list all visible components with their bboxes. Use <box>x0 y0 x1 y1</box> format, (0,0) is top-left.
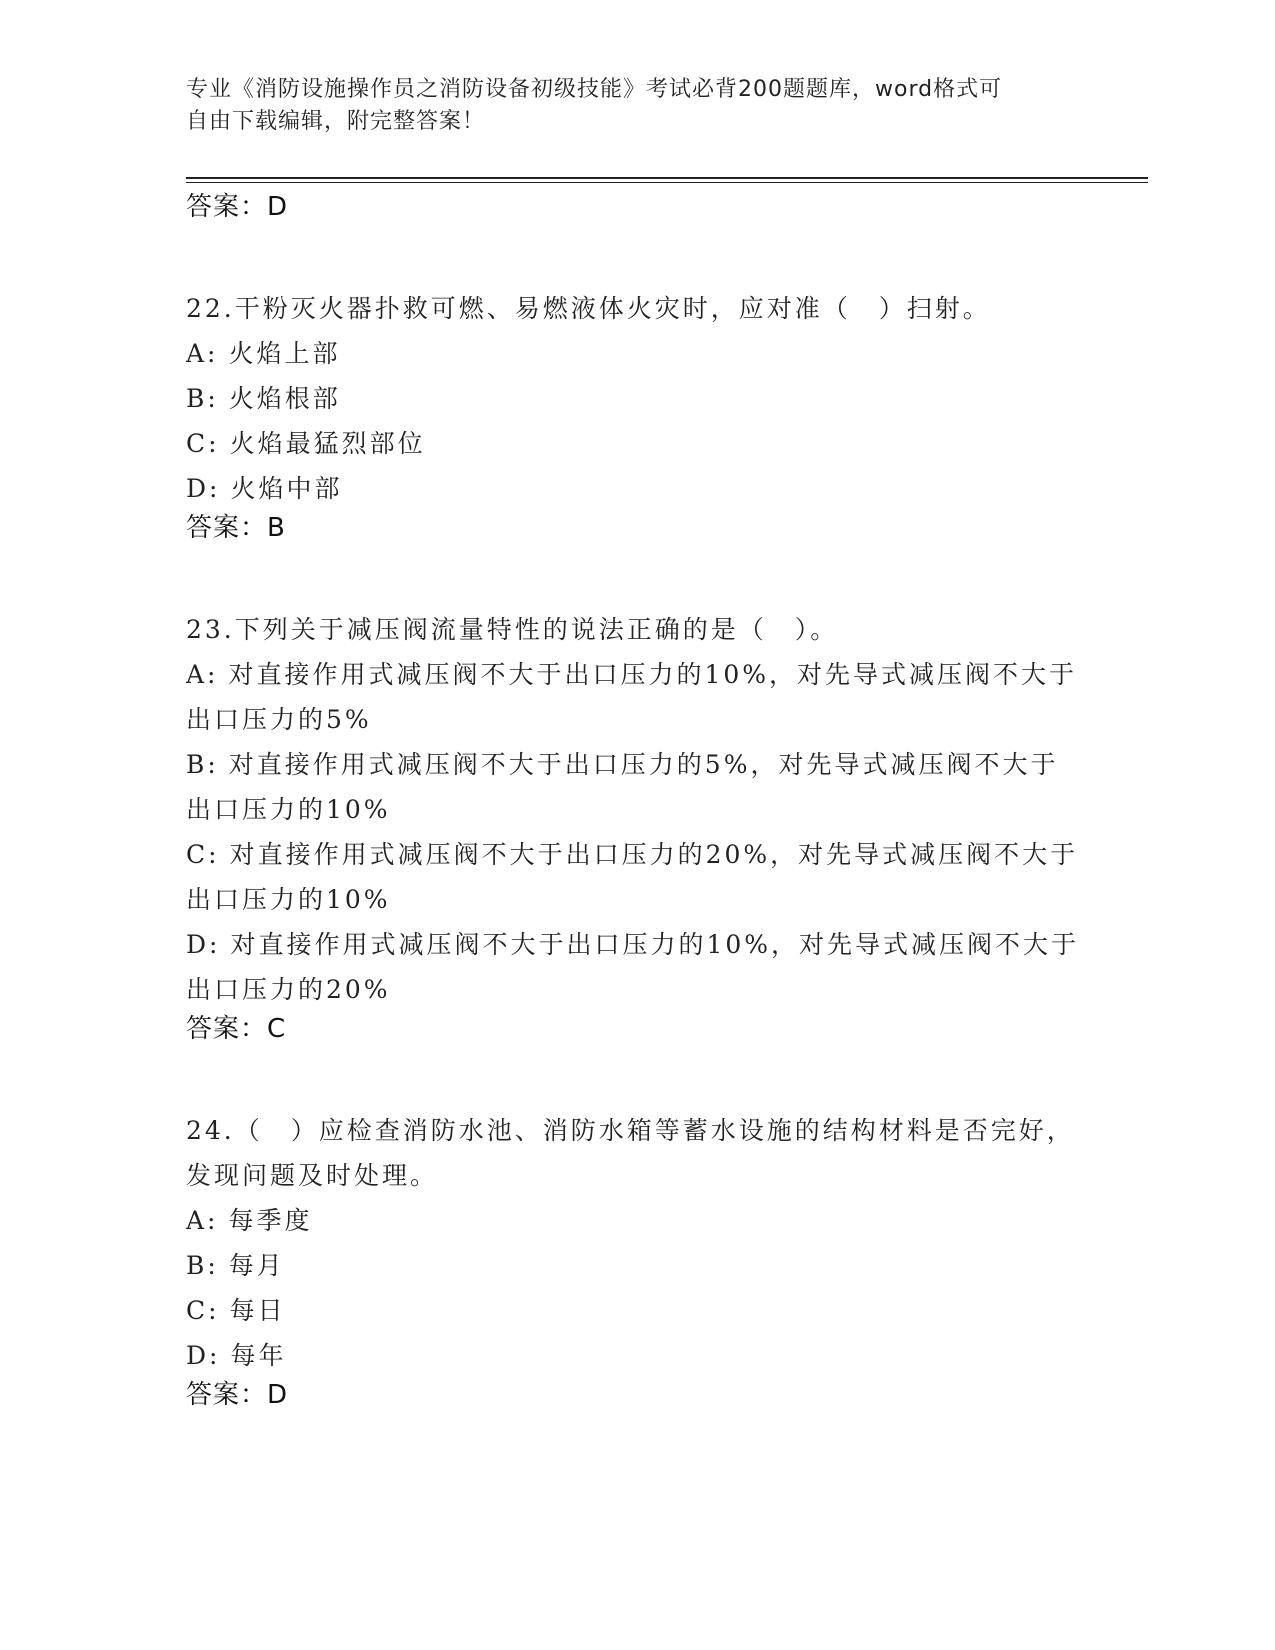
option-text: 对直接作用式减压阀不大于出口压力的10%，对先导式减压阀不大于出口压力的5% <box>186 660 1078 734</box>
document-body <box>186 190 1086 1422</box>
option-text: 火焰上部 <box>228 339 341 368</box>
option-letter: C: <box>186 840 220 869</box>
option-b <box>186 1243 1086 1288</box>
option-text: 火焰最猛烈部位 <box>229 429 426 458</box>
option-b <box>186 376 1086 421</box>
question-block <box>186 607 1086 1056</box>
question-text: 23.下列关于减压阀流量特性的说法正确的是（ ）。 <box>186 615 839 644</box>
option-d <box>186 922 1086 1012</box>
answer-line: 答案：D <box>186 1380 289 1410</box>
option-letter: B: <box>186 750 219 779</box>
header-line-2: 自由下载编辑，附完整答案！ <box>186 109 486 134</box>
option-letter: C: <box>186 429 220 458</box>
option-text: 每月 <box>228 1251 285 1280</box>
option-letter: A: <box>186 339 219 368</box>
answer-line: 答案：B <box>186 513 286 543</box>
option-letter: D: <box>186 930 221 959</box>
option-text: 对直接作用式减压阀不大于出口压力的10%，对先导式减压阀不大于出口压力的20% <box>186 930 1080 1004</box>
option-text: 对直接作用式减压阀不大于出口压力的20%，对先导式减压阀不大于出口压力的10% <box>186 840 1079 914</box>
option-letter: B: <box>186 1251 219 1280</box>
option-a <box>186 1198 1086 1243</box>
option-text: 每年 <box>230 1341 287 1370</box>
answer-line: 答案：D <box>186 192 289 222</box>
option-letter: C: <box>186 1296 220 1325</box>
option-a <box>186 652 1086 742</box>
header-line-1: 专业《消防设施操作员之消防设备初级技能》考试必背200题题库，word格式可 <box>186 77 1003 102</box>
document-header <box>186 74 1066 138</box>
question-block <box>186 286 1086 555</box>
option-b <box>186 742 1086 832</box>
question-block <box>186 1108 1086 1422</box>
option-letter: D: <box>186 474 221 503</box>
option-c <box>186 1288 1086 1333</box>
option-text: 每季度 <box>228 1206 313 1235</box>
option-letter: A: <box>186 1206 219 1235</box>
option-a <box>186 331 1086 376</box>
header-divider-thin <box>186 182 1148 183</box>
option-letter: B: <box>186 384 219 413</box>
option-d <box>186 466 1086 511</box>
option-text: 火焰根部 <box>228 384 341 413</box>
option-text: 对直接作用式减压阀不大于出口压力的5%，对先导式减压阀不大于出口压力的10% <box>186 750 1059 824</box>
header-divider-thick <box>186 177 1148 179</box>
option-d <box>186 1333 1086 1378</box>
question-text: 22.干粉灭火器扑救可燃、易燃液体火灾时，应对准（ ）扫射。 <box>186 294 991 323</box>
option-c <box>186 421 1086 466</box>
option-text: 火焰中部 <box>230 474 343 503</box>
option-c <box>186 832 1086 922</box>
question-text: 24.（ ）应检查消防水池、消防水箱等蓄水设施的结构材料是否完好，发现问题及时处理。 <box>186 1116 1075 1190</box>
option-letter: D: <box>186 1341 221 1370</box>
answer-line: 答案：C <box>186 1014 287 1044</box>
option-letter: A: <box>186 660 219 689</box>
option-text: 每日 <box>229 1296 286 1325</box>
